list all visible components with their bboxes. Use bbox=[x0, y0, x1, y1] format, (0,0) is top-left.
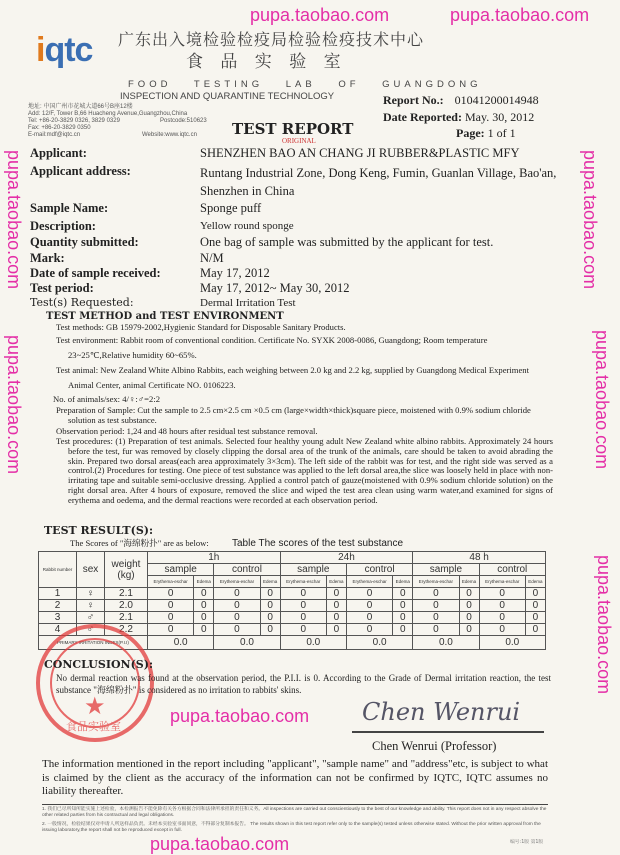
col-period-48h: 48 h bbox=[413, 552, 546, 564]
col-sub-erythema: Erythema-eschar bbox=[280, 576, 326, 588]
table-title: Table The scores of the test substance bbox=[232, 538, 404, 549]
telephone: Tel: +86-20-3829 0326, 3829 0329 bbox=[28, 118, 120, 124]
pii-value: 0.0 bbox=[346, 636, 412, 650]
table-row bbox=[39, 612, 546, 624]
score-cell: 0 bbox=[525, 588, 545, 600]
score-cell: 0 bbox=[479, 612, 525, 624]
tests-requested-label: Test(s) Requested: bbox=[30, 296, 134, 309]
col-sub-edema: Edema bbox=[326, 576, 346, 588]
score-cell: 0 bbox=[194, 588, 214, 600]
observation-period: Observation period: 1,24 and 48 hours after residual test substance removal. bbox=[56, 426, 318, 436]
footnote-1: 1. 我们已尽所知所能实施上述检验，本检测报告不能免除有关各方根据合同和法律所承担的责任和义务。All inspections are carried out conscientiously to the best of our knowledge and ability. This report does not in any respect absolve the other related parties from his contractual and legal obligations. bbox=[42, 807, 547, 818]
score-cell: 0 bbox=[148, 612, 194, 624]
score-cell: 0 bbox=[413, 600, 459, 612]
col-sub-erythema: Erythema-eschar bbox=[346, 576, 392, 588]
address-en: Add: 12/F, Tower B,66 Huacheng Avenue,Guangzhou,China bbox=[28, 111, 188, 117]
score-cell: 0 bbox=[459, 624, 479, 636]
score-cell: 0 bbox=[459, 612, 479, 624]
score-cell: 0 bbox=[393, 600, 413, 612]
rabbit-number: 3 bbox=[39, 612, 77, 624]
score-cell: 0 bbox=[194, 612, 214, 624]
score-cell: 0 bbox=[393, 588, 413, 600]
page-value: 1 of 1 bbox=[487, 126, 516, 140]
col-period-24h: 24h bbox=[280, 552, 413, 564]
col-group-sample: sample bbox=[280, 564, 346, 576]
col-sub-edema: Edema bbox=[459, 576, 479, 588]
signatory-name: Chen Wenrui (Professor) bbox=[372, 739, 497, 753]
col-sub-edema: Edema bbox=[194, 576, 214, 588]
col-rabbit-number: Rabbit number bbox=[39, 552, 77, 588]
stamp-text: 食品实验室 bbox=[66, 720, 121, 733]
score-cell: 0 bbox=[194, 600, 214, 612]
score-cell: 0 bbox=[479, 588, 525, 600]
score-cell: 0 bbox=[260, 600, 280, 612]
score-cell: 0 bbox=[280, 612, 326, 624]
lab-en-line2: INSPECTION AND QUARANTINE TECHNOLOGY bbox=[120, 91, 335, 102]
score-cell: 0 bbox=[214, 600, 260, 612]
rabbit-weight: 2.1 bbox=[105, 588, 148, 600]
quantity-value: One bag of sample was submitted by the applicant for test. bbox=[200, 235, 494, 249]
quantity-label: Quantity submitted: bbox=[30, 235, 139, 249]
score-cell: 0 bbox=[280, 600, 326, 612]
watermark: pupa.taobao.com bbox=[594, 555, 614, 695]
lab-en-line1: FOOD TESTING LAB OF GUANGDONG bbox=[128, 79, 482, 90]
pii-value: 0.0 bbox=[280, 636, 346, 650]
website: Website:www.iqtc.cn bbox=[142, 132, 197, 138]
description-label: Description: bbox=[30, 219, 96, 233]
score-cell: 0 bbox=[260, 588, 280, 600]
postcode: Postcode:510623 bbox=[160, 118, 207, 124]
email: E-mail:mdf@iqtc.cn bbox=[28, 132, 81, 138]
score-cell: 0 bbox=[214, 612, 260, 624]
footer-divider bbox=[42, 804, 548, 805]
date-label: Date Reported: bbox=[383, 110, 462, 124]
applicant-label: Applicant: bbox=[30, 146, 87, 160]
col-group-control: control bbox=[214, 564, 280, 576]
score-cell: 0 bbox=[214, 624, 260, 636]
col-sub-erythema: Erythema-eschar bbox=[148, 576, 194, 588]
table-row bbox=[39, 588, 546, 600]
pii-value: 0.0 bbox=[148, 636, 214, 650]
pii-label: PRIMARY IRRITATION INDEX(P.I.I) bbox=[39, 636, 148, 650]
score-cell: 0 bbox=[326, 624, 346, 636]
test-procedures: Test procedures: (1) Preparation of test animals. Selected four healthy young adult New Zealand white albino rabbits. Approximately 24 hours before the test, fur was removed by closely clipping the dorsal area of the trunk of the animals, care should be taken to avoid abrading the skin. Prepared two dorsal areas(each area approximately 3×3cm). The left side of the rabbit was for test, and the right side was served as a control.(2) Procedures for testing. One piece of test substance was applied to the left dorsal area,the slice was loosely held in place with non-irritating tape and suitable semi-occlusive dressing. Applied a control patch of gauze(moistened with 0.9% sodium chloride solution) on the right dorsal area. After 4 hours of exposure, removed the slice and wiped the test area clean using warm water,and examined for signs of erythema and oedema, and the dermal reactions were recorded at each observation period. bbox=[56, 436, 553, 505]
form-code: 编号:1版 第1版 bbox=[510, 840, 544, 845]
score-cell: 0 bbox=[393, 612, 413, 624]
score-cell: 0 bbox=[525, 624, 545, 636]
score-cell: 0 bbox=[346, 612, 392, 624]
watermark: pupa.taobao.com bbox=[4, 150, 24, 290]
results-heading: TEST RESULT(S): bbox=[44, 524, 154, 537]
report-title: TEST REPORT bbox=[232, 120, 354, 138]
score-cell: 0 bbox=[326, 588, 346, 600]
date-value: May. 30, 2012 bbox=[464, 110, 535, 124]
rabbit-sex: ♀ bbox=[77, 600, 105, 612]
score-cell: 0 bbox=[413, 588, 459, 600]
score-cell: 0 bbox=[260, 624, 280, 636]
pii-value: 0.0 bbox=[413, 636, 479, 650]
rabbit-weight: 2.2 bbox=[105, 624, 148, 636]
col-sub-edema: Edema bbox=[525, 576, 545, 588]
sample-preparation: Preparation of Sample: Cut the sample to 2.5 cm×2.5 cm ×0.5 cm (large×width×thick)square piece, moistened with 0.9% sodium chloride solution as test substance. bbox=[56, 405, 531, 425]
score-cell: 0 bbox=[459, 588, 479, 600]
score-cell: 0 bbox=[148, 588, 194, 600]
col-weight: weight (kg) bbox=[105, 552, 148, 588]
conclusion-text: No dermal reaction was found at the observation period, the P.I.I. is 0. According to the Grade of Dermal irritation reaction, the test substance "海绵粉扑" is considered as no irritation to rabbits' skins. bbox=[56, 673, 551, 695]
stamp-star-icon: ★ bbox=[84, 694, 106, 720]
disclaimer: The information mentioned in the report including "applicant", "sample name" and "address"etc, is subject to what is claimed by the client as the accuracy of the information can not be confirmed by IQTC, IQTC assumes no liability thereafter. bbox=[42, 758, 548, 797]
results-intro: The Scores of "海绵粉扑" are as below: bbox=[70, 538, 209, 548]
mark-label: Mark: bbox=[30, 251, 65, 265]
sample-name-label: Sample Name: bbox=[30, 201, 109, 215]
score-cell: 0 bbox=[260, 612, 280, 624]
applicant-address-value: Runtang Industrial Zone, Dong Keng, Fumin, Guanlan Village, Bao'an, Shenzhen in China bbox=[200, 166, 557, 198]
col-group-sample: sample bbox=[413, 564, 479, 576]
test-period-value: May 17, 2012~ May 30, 2012 bbox=[200, 281, 350, 295]
watermark: pupa.taobao.com bbox=[250, 5, 390, 25]
watermark: pupa.taobao.com bbox=[592, 330, 612, 470]
page-indicator bbox=[456, 126, 516, 140]
applicant-value: SHENZHEN BAO AN CHANG JI RUBBER&PLASTIC MFY bbox=[200, 146, 520, 160]
conclusion-heading: CONCLUSION(S): bbox=[44, 658, 154, 671]
description-value: Yellow round sponge bbox=[200, 220, 294, 232]
address-cn: 地址: 中国广州市花城大道66号B座12楼 bbox=[28, 104, 133, 110]
test-period-label: Test period: bbox=[30, 281, 94, 295]
col-sub-edema: Edema bbox=[260, 576, 280, 588]
mark-value: N/M bbox=[200, 251, 224, 265]
original-mark: ORIGINAL bbox=[282, 137, 316, 145]
lab-cn-name: 食 品 实 验 室 bbox=[186, 52, 347, 72]
col-group-control: control bbox=[346, 564, 412, 576]
score-cell: 0 bbox=[525, 612, 545, 624]
report-number bbox=[383, 93, 539, 107]
logo: iqtc bbox=[36, 31, 93, 69]
rabbit-number: 2 bbox=[39, 600, 77, 612]
col-sub-edema: Edema bbox=[393, 576, 413, 588]
date-received-label: Date of sample received: bbox=[30, 266, 161, 280]
watermark: pupa.taobao.com bbox=[150, 834, 290, 854]
col-group-sample: sample bbox=[148, 564, 214, 576]
score-cell: 0 bbox=[393, 624, 413, 636]
score-cell: 0 bbox=[280, 624, 326, 636]
score-cell: 0 bbox=[413, 624, 459, 636]
animal-count: No. of animals/sex: 4/♀:♂=2:2 bbox=[53, 394, 161, 404]
pii-value: 0.0 bbox=[479, 636, 545, 650]
watermark: pupa.taobao.com bbox=[4, 335, 24, 475]
score-cell: 0 bbox=[194, 624, 214, 636]
tests-requested-value: Dermal Irritation Test bbox=[200, 297, 296, 309]
rabbit-number: 1 bbox=[39, 588, 77, 600]
watermark: pupa.taobao.com bbox=[450, 5, 590, 25]
date-reported bbox=[383, 110, 534, 124]
col-sub-erythema: Erythema-eschar bbox=[214, 576, 260, 588]
pii-value: 0.0 bbox=[214, 636, 280, 650]
score-cell: 0 bbox=[326, 600, 346, 612]
test-methods: Test methods: GB 15979-2002,Hygienic Standard for Disposable Sanitary Products. bbox=[56, 322, 346, 332]
col-group-control: control bbox=[479, 564, 545, 576]
rabbit-weight: 2.1 bbox=[105, 612, 148, 624]
lab-cn-title: 广东出入境检验检疫局检验检疫技术中心 bbox=[118, 30, 425, 49]
page-label: Page: bbox=[456, 126, 485, 140]
score-cell: 0 bbox=[214, 588, 260, 600]
score-cell: 0 bbox=[479, 600, 525, 612]
test-animal: Test animal: New Zealand White Albino Rabbits, each weighing between 2.0 kg and 2.2 kg, supplied by Guangdong Medical Experiment Animal Center, animal Certificate NO. 0106223. bbox=[56, 365, 529, 390]
score-cell: 0 bbox=[525, 600, 545, 612]
rabbit-weight: 2.0 bbox=[105, 600, 148, 612]
test-environment: Test environment: Rabbit room of conventional condition. Certificate No. SYXK 2008-0086, Guangdong; Room temperature 23~25℃,Relative humidity 60~65%. bbox=[56, 335, 488, 360]
handwritten-signature: Chen Wenrui bbox=[362, 698, 521, 726]
score-cell: 0 bbox=[148, 624, 194, 636]
report-no-value: 01041200014948 bbox=[454, 93, 539, 107]
fax: Fax: +86-20-3829 0350 bbox=[28, 125, 91, 131]
rabbit-sex: ♂ bbox=[77, 612, 105, 624]
score-cell: 0 bbox=[280, 588, 326, 600]
method-heading: TEST METHOD and TEST ENVIRONMENT bbox=[46, 311, 284, 322]
report-no-label: Report No.: bbox=[383, 93, 444, 107]
score-cell: 0 bbox=[326, 612, 346, 624]
table-row bbox=[39, 600, 546, 612]
col-period-1h: 1h bbox=[148, 552, 281, 564]
date-received-value: May 17, 2012 bbox=[200, 266, 270, 280]
score-cell: 0 bbox=[459, 600, 479, 612]
score-cell: 0 bbox=[479, 624, 525, 636]
col-sub-erythema: Erythema-eschar bbox=[479, 576, 525, 588]
watermark: pupa.taobao.com bbox=[170, 706, 310, 726]
score-cell: 0 bbox=[148, 600, 194, 612]
col-sub-erythema: Erythema-eschar bbox=[413, 576, 459, 588]
footnote-2: 2. 一般情况，检验结果仅对申请人所送样品负责。未经本实验室书面同意，不得部分复制本报告。 The results shown in this test report refer only to the sample(s) tested unless otherwise stated. Without the prior written approval from the issuing laboratory,the report shall not be reproduced except in full. bbox=[42, 822, 541, 833]
score-cell: 0 bbox=[346, 600, 392, 612]
rabbit-number: 4 bbox=[39, 624, 77, 636]
rabbit-sex: ♀ bbox=[77, 588, 105, 600]
score-cell: 0 bbox=[413, 612, 459, 624]
applicant-address-label: Applicant address: bbox=[30, 164, 131, 178]
col-sex: sex bbox=[77, 552, 105, 588]
watermark: pupa.taobao.com bbox=[580, 150, 600, 290]
score-cell: 0 bbox=[346, 588, 392, 600]
signature-line bbox=[352, 731, 544, 733]
sample-name-value: Sponge puff bbox=[200, 201, 262, 215]
rabbit-sex: ♂ bbox=[77, 624, 105, 636]
score-cell: 0 bbox=[346, 624, 392, 636]
